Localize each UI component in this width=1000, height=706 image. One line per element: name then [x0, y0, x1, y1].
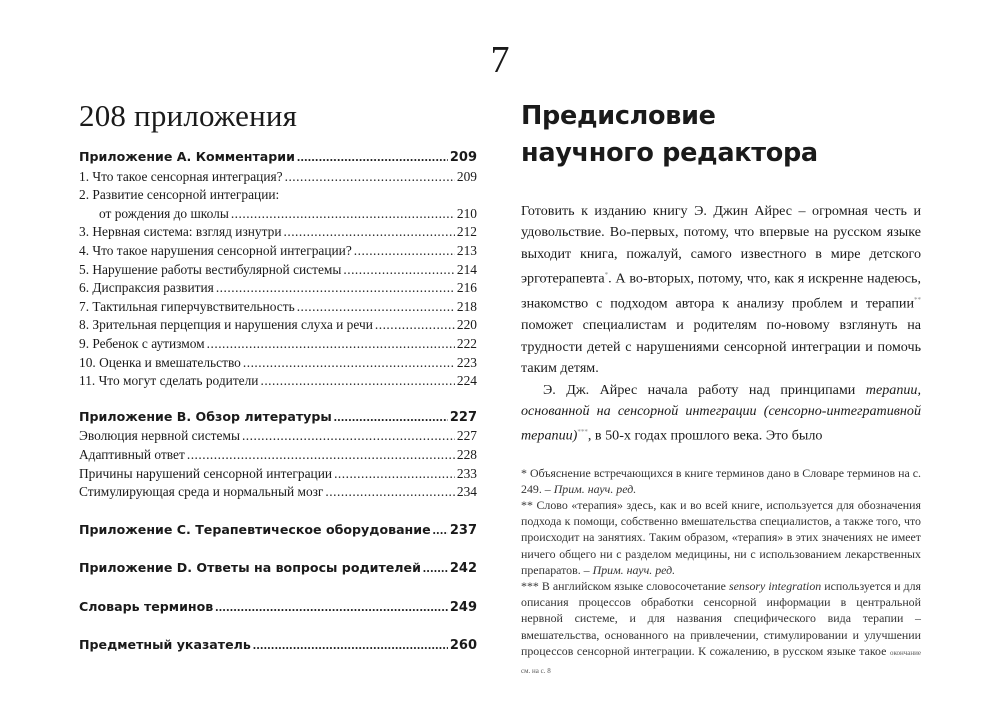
toc-entry-page: 249: [449, 599, 477, 615]
dot-leader: [243, 354, 455, 373]
left-page: [79, 98, 477, 656]
right-page: [521, 98, 921, 679]
toc-entry-label: 4. Что такое нарушения сенсорной интеграции?: [79, 242, 352, 258]
toc-entry-page: 260: [449, 638, 477, 654]
p2-text-b: , в 50-х годах прошлого века. Это было: [587, 428, 823, 445]
p1-text-b: . А во-вторых, потому, что, как я искренне надеюсь, знакомство с подходом автора к анализу проблем и терапии: [521, 270, 921, 312]
toc-entry-label: Словарь терминов: [79, 598, 214, 614]
page-number: 7: [490, 39, 510, 81]
toc-entry-label: 11. Что могут сделать родители: [79, 373, 259, 389]
toc-entry-label: Приложение D. Ответы на вопросы родителей: [79, 560, 421, 576]
toc-entry-label: 9. Ребенок с аутизмом: [79, 335, 205, 351]
p1-text-a: Готовить к изданию книгу Э. Джин Айрес – огромная честь и удовольствие. Во-первых, потому, что впервые на русском языке выходит книга, пожалуй, самого известного в мире детского эрготерапевта: [521, 203, 921, 287]
footnote-3-text-b: используется и для описания процессов обработки сенсорной информации в центральной нервной системе, и для названия специфического вида терапии – вмешательства, основанного на привлечении, стимулировании и улучшении процессов сенсорной интеграции. К сожалению, в русском языке такое: [521, 578, 921, 658]
body-paragraph-1: [521, 201, 921, 380]
toc-entry: [79, 205, 477, 224]
toc-section-heading: [79, 598, 477, 618]
toc-entry: [79, 298, 477, 317]
toc-entry: [79, 168, 477, 187]
toc-entry-page: 218: [456, 298, 477, 314]
toc-entry-page: 209: [449, 150, 477, 165]
toc-entry: [79, 261, 477, 280]
footnote-2-text: ** Слово «терапия» здесь, как и во всей книге, используется для обозначения подхода к помощи, собственно вмешательства специалистов, а также того, что происходит на занятиях. Таким образом, «терапия» в этих значениях не имеет ничего общего ни с разделом медицины, ни с использованием лекарственных препаратов. –: [521, 497, 921, 577]
footnote-2: [521, 497, 921, 578]
p2-italic-term: терапии, основанной на сенсорной интеграции (сенсорно-интегративной терапии): [521, 381, 921, 445]
dot-leader: [207, 335, 455, 354]
dot-leader: [285, 168, 455, 187]
toc-entry-label: Адаптивный ответ: [79, 446, 185, 462]
toc-entry-page: 228: [456, 446, 477, 462]
toc-entry-page: 223: [456, 354, 477, 370]
footnote-3-text-a: *** В английском языке словосочетание: [521, 578, 729, 593]
p1-text-c: поможет специалистам и родителям по-новому взглянуть на трудности детей с нарушениями сенсорной интеграции и помочь таким детям.: [521, 317, 921, 377]
toc-entry-label: 10. Оценка и вмешательство: [79, 354, 241, 370]
toc-section-heading: [79, 636, 477, 656]
preface-title-line1: Предисловие: [521, 101, 716, 131]
section-gap: [79, 391, 477, 408]
dot-leader: [215, 598, 448, 617]
toc-entry-label: Предметный указатель: [79, 637, 251, 653]
dot-leader: [187, 446, 455, 465]
table-of-contents: [79, 148, 477, 656]
toc-entry: [79, 465, 477, 484]
body-paragraph-2: [521, 380, 921, 448]
toc-section-heading: [79, 559, 477, 579]
toc-entry-page: 233: [456, 465, 477, 481]
footnote-3: [521, 578, 921, 679]
dot-leader: [433, 521, 448, 540]
toc-section-heading: [79, 408, 477, 428]
toc-entry: [79, 186, 477, 205]
toc-entry-page: 220: [456, 317, 477, 333]
toc-entry-label: от рождения до школы: [99, 205, 229, 221]
section-gap: [79, 617, 477, 636]
dot-leader: [334, 408, 448, 427]
toc-entry-page: 212: [456, 224, 477, 240]
section-gap: [79, 579, 477, 598]
preface-title-line2: научного редактора: [521, 138, 818, 168]
dot-leader: [260, 372, 454, 391]
dot-leader: [297, 148, 448, 167]
toc-entry-page: 234: [456, 484, 477, 500]
toc-entry-label: Причины нарушений сенсорной интеграции: [79, 465, 333, 481]
toc-entry-label: Приложение В. Обзор литературы: [79, 408, 332, 424]
toc-entry-label: Приложение С. Терапевтическое оборудование: [79, 521, 431, 537]
toc-entry: [79, 427, 477, 446]
toc-entry-page: 214: [456, 261, 477, 277]
dot-leader: [216, 279, 455, 298]
dot-leader: [284, 223, 455, 242]
toc-entry-page: 242: [449, 561, 477, 577]
toc-entry-page: 224: [456, 373, 477, 389]
toc-entry: [79, 316, 477, 335]
toc-entry: [79, 335, 477, 354]
toc-entry-label: Стимулирующая среда и нормальный мозг: [79, 484, 324, 500]
toc-entry: [79, 372, 477, 391]
dot-leader: [231, 205, 455, 224]
preface-title: [521, 98, 921, 172]
dot-leader: [242, 427, 455, 446]
toc-entry-page: 227: [449, 409, 477, 425]
dot-leader: [253, 636, 448, 655]
section-gap: [79, 540, 477, 559]
dot-leader: [334, 465, 455, 484]
toc-entry-page: 227: [456, 428, 477, 444]
dot-leader: [343, 261, 455, 280]
dot-leader: [354, 242, 455, 261]
dot-leader: [297, 298, 455, 317]
toc-entry-page: 237: [449, 522, 477, 538]
section-gap: [79, 502, 477, 521]
toc-entry-page: 210: [456, 205, 477, 221]
footnotes: [521, 465, 921, 680]
toc-entry: [79, 242, 477, 261]
dot-leader: [423, 559, 448, 578]
toc-entry: [79, 354, 477, 373]
toc-entry: [79, 223, 477, 242]
footnote-ref-2: **: [914, 296, 921, 305]
toc-entry: [79, 483, 477, 502]
toc-section-heading: [79, 521, 477, 541]
toc-entry-label: 8. Зрительная перцепция и нарушения слуха и речи: [79, 317, 373, 333]
footnote-1: [521, 465, 921, 497]
footnote-ref-3: ***: [577, 428, 588, 437]
footnote-1-text: * Объяснение встречающихся в книге терминов дано в Словаре терминов на с. 249. –: [521, 465, 921, 496]
dot-leader: [375, 316, 455, 335]
toc-entry: [79, 279, 477, 298]
footnote-1-note: Прим. науч. ред.: [553, 481, 637, 496]
footnote-3-italic: sensory integration: [728, 578, 822, 593]
p2-text-a: Э. Дж. Айрес начала работу над принципами: [543, 381, 866, 398]
toc-entry-page: 222: [456, 335, 477, 351]
footnote-2-note: Прим. науч. ред.: [592, 562, 676, 577]
toc-entry-label: Приложение А. Комментарии: [79, 149, 295, 164]
toc-entry-page: 216: [456, 280, 477, 296]
toc-entry-label: 5. Нарушение работы вестибулярной системы: [79, 261, 342, 277]
toc-entry-label: 1. Что такое сенсорная интеграция?: [79, 168, 283, 184]
toc-entry-page: 213: [456, 242, 477, 258]
toc-entry-label: Эволюция нервной системы: [79, 428, 240, 444]
continuation-note: окончание см. на с. 8: [521, 648, 921, 675]
toc-entry-label: 2. Развитие сенсорной интеграции:: [79, 187, 280, 203]
dot-leader: [325, 483, 454, 502]
toc-entry-label: 3. Нервная система: взгляд изнутри: [79, 224, 282, 240]
left-page-title: 208 приложения: [79, 98, 298, 133]
toc-entry-label: 7. Тактильная гиперчувствительность: [79, 298, 295, 314]
footnote-ref-1: *: [604, 271, 609, 280]
toc-entry-label: 6. Диспраксия развития: [79, 280, 214, 296]
toc-entry: [79, 446, 477, 465]
toc-entry-page: 209: [456, 168, 477, 184]
toc-section-heading: [79, 148, 477, 168]
